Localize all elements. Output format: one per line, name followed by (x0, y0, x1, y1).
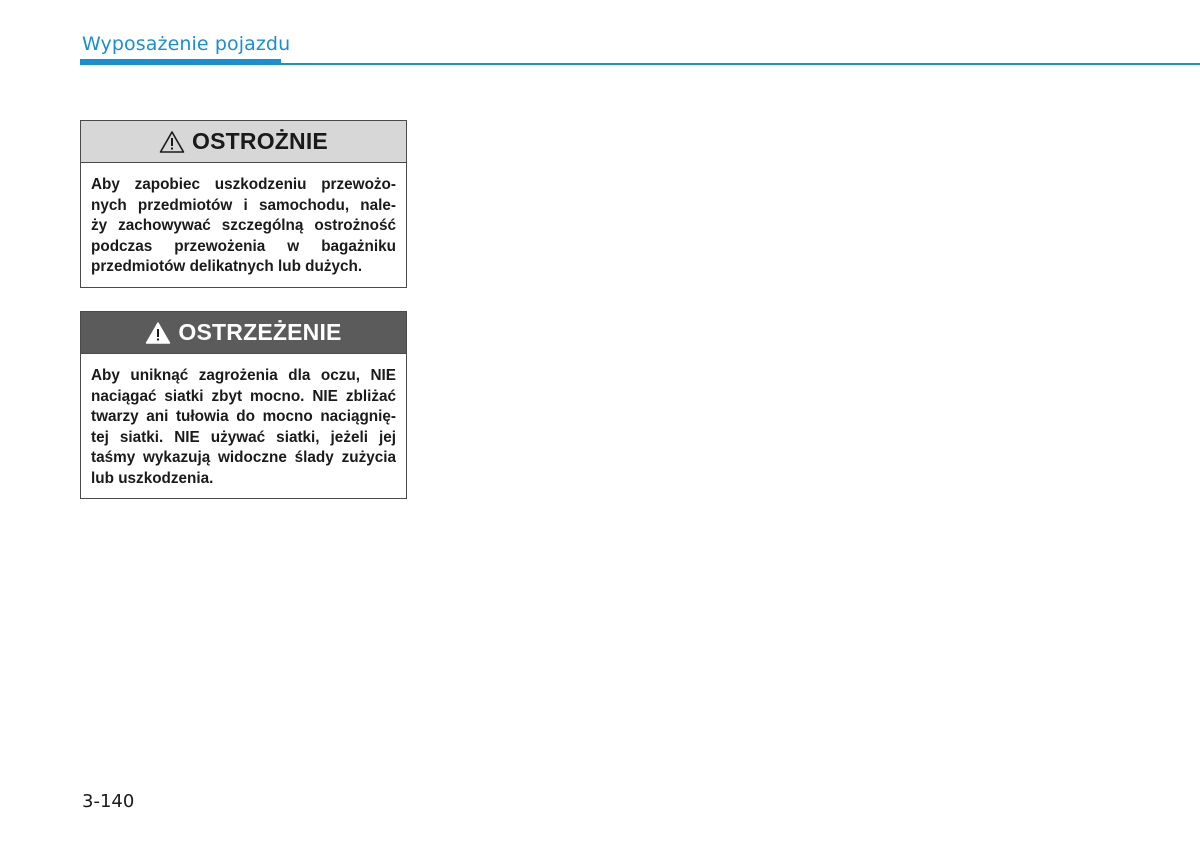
caution-text (81, 163, 406, 278)
caution-heading: OSTROŻNIE (192, 128, 328, 154)
page-number: 3-140 (82, 791, 135, 812)
caution-notice (80, 120, 407, 288)
section-title: Wyposażenie pojazdu (82, 33, 291, 55)
warning-line: Aby uniknąć zagrożenia dla oczu, NIE (91, 367, 396, 384)
warning-line: taśmy wykazują widoczne ślady zużycia (91, 449, 396, 466)
caution-line: podczas przewożenia w bagażniku (91, 237, 396, 255)
warning-header (81, 312, 406, 354)
caution-line: przedmiotów delikatnych lub dużych. (91, 258, 363, 275)
caution-header (81, 121, 406, 163)
warning-line: twarzy ani tułowia do mocno naciągnię- (91, 408, 396, 425)
caution-line: nych przedmiotów i samochodu, nale- (91, 196, 396, 214)
warning-line: naciągać siatki zbyt mocno. NIE zbliżać (91, 387, 396, 405)
warning-heading: OSTRZEŻENIE (178, 319, 342, 345)
warning-line: lub uszkodzenia. (91, 469, 214, 487)
header-rule-accent (80, 59, 281, 65)
caution-line: ży zachowywać szczególną ostrożność (91, 217, 396, 234)
warning-text (81, 354, 406, 489)
warning-triangle-filled-icon (145, 321, 171, 345)
caution-line: Aby zapobiec uszkodzeniu przewożo- (91, 176, 396, 193)
warning-triangle-outline-icon (159, 130, 185, 154)
warning-notice (80, 311, 407, 499)
warning-line: tej siatki. NIE używać siatki, jeżeli jej (91, 428, 396, 446)
